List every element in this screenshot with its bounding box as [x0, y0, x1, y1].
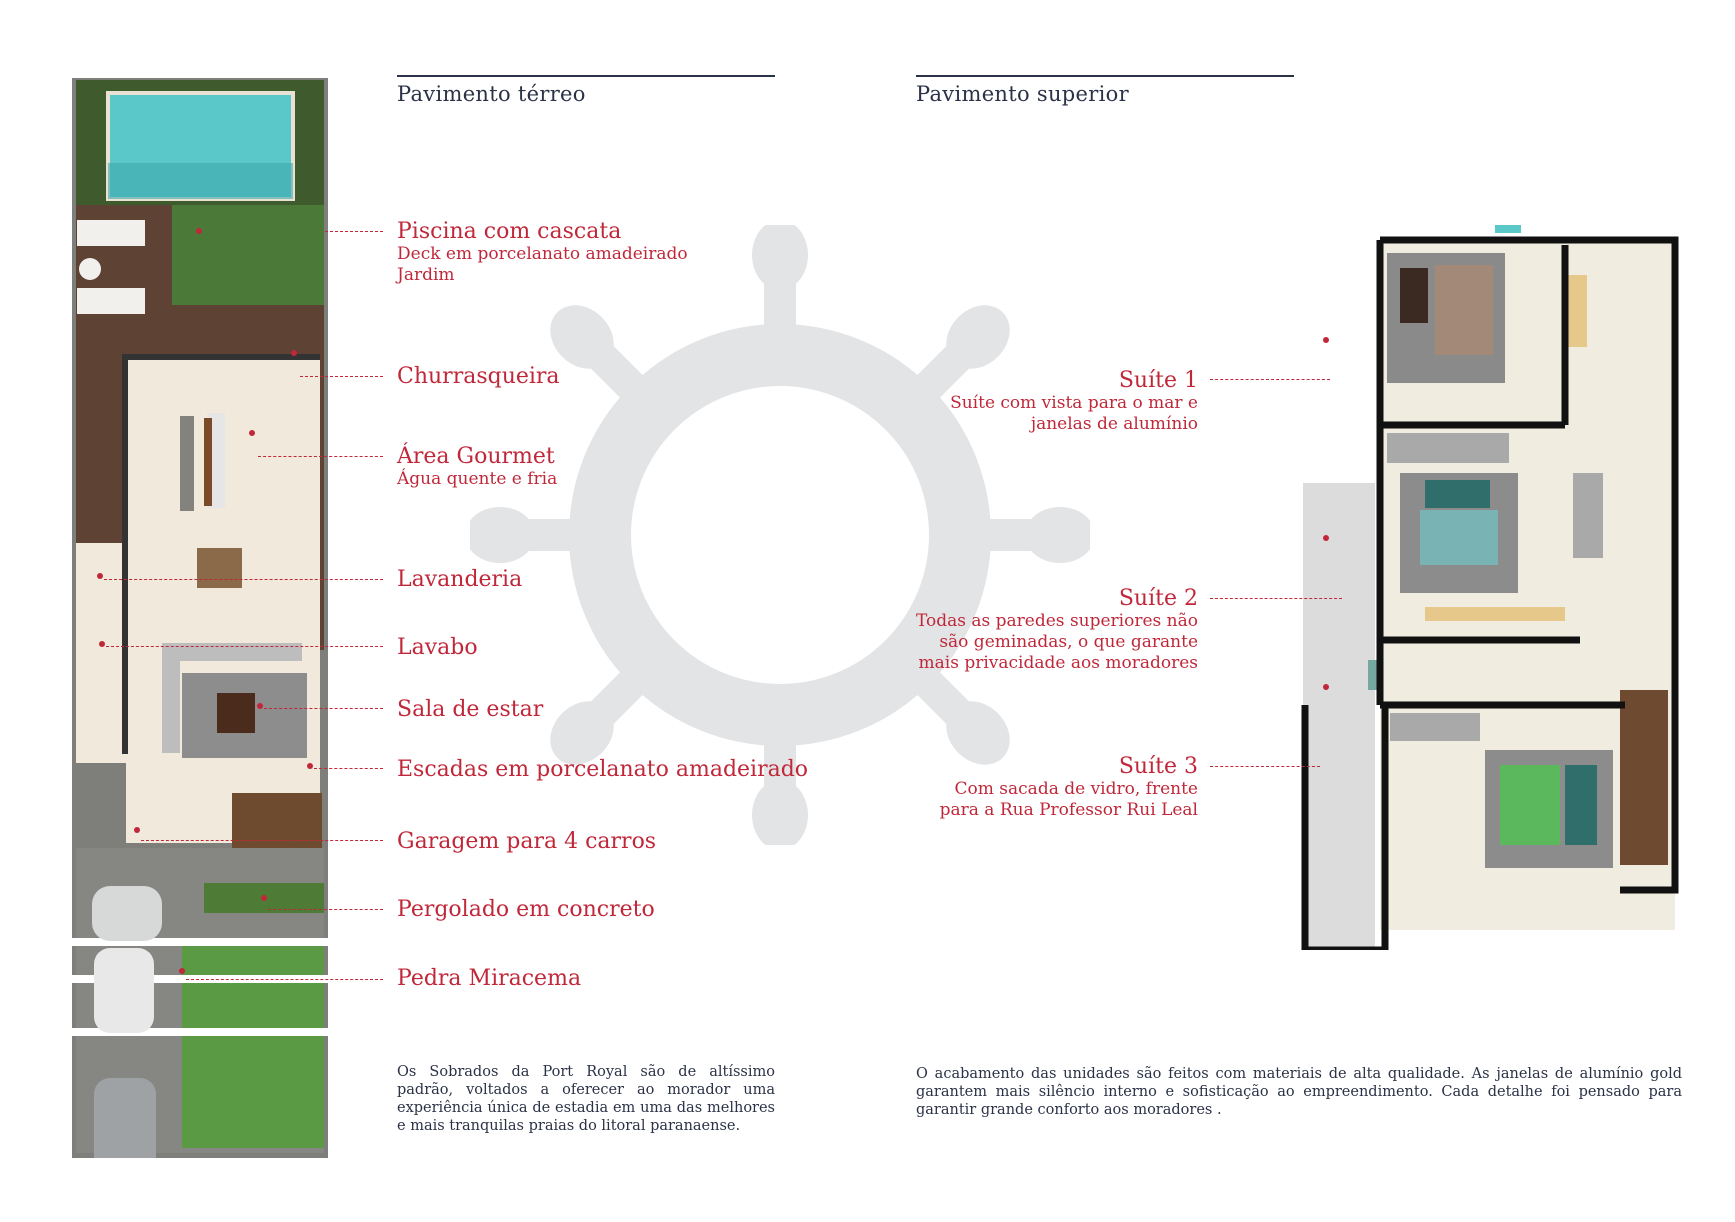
- label-pergolado: Pergolado em concreto: [397, 897, 655, 922]
- label-lavabo: Lavabo: [397, 635, 478, 660]
- label-piscina: Piscina com cascata Deck em porcelanato amadeirado Jardim: [397, 219, 688, 285]
- ship-wheel-icon: [470, 225, 1090, 845]
- label-suite-3: Suíte 3 Com sacada de vidro, frente para a Rua Professor Rui Leal: [939, 754, 1198, 820]
- upper-floor-plan: [1295, 225, 1680, 950]
- label-garagem: Garagem para 4 carros: [397, 829, 657, 854]
- label-lavanderia: Lavanderia: [397, 567, 523, 592]
- upper-floor-title: Pavimento superior: [916, 82, 1129, 106]
- label-sala-de-estar: Sala de estar: [397, 697, 544, 722]
- ground-floor-description: Os Sobrados da Port Royal são de altíssimo padrão, voltados a oferecer ao morador uma experiência única de estadia em uma das melhores e mais tranquilas praias do litoral paranaense.: [397, 1064, 775, 1134]
- ground-floor-rule: [397, 75, 775, 77]
- upper-floor-rule: [916, 75, 1294, 77]
- label-suite-2: Suíte 2 Todas as paredes superiores não são geminadas, o que garante mais privacidade aos moradores: [916, 586, 1198, 673]
- ground-floor-title: Pavimento térreo: [397, 82, 586, 106]
- label-escadas: Escadas em porcelanato amadeirado: [397, 757, 809, 782]
- label-area-gourmet: Área Gourmet Água quente e fria: [397, 444, 558, 489]
- label-suite-1: Suíte 1 Suíte com vista para o mar e janelas de alumínio: [950, 368, 1198, 434]
- upper-floor-description: O acabamento das unidades são feitos com materiais de alta qualidade. As janelas de alumínio gold garantem mais silêncio interno e sofisticação ao empreendimento. Cada detalhe foi pensado para garantir grande conforto aos moradores .: [916, 1066, 1682, 1118]
- ground-floor-plan: [72, 78, 328, 1158]
- label-pedra-miracema: Pedra Miracema: [397, 966, 582, 991]
- label-churrasqueira: Churrasqueira: [397, 364, 560, 389]
